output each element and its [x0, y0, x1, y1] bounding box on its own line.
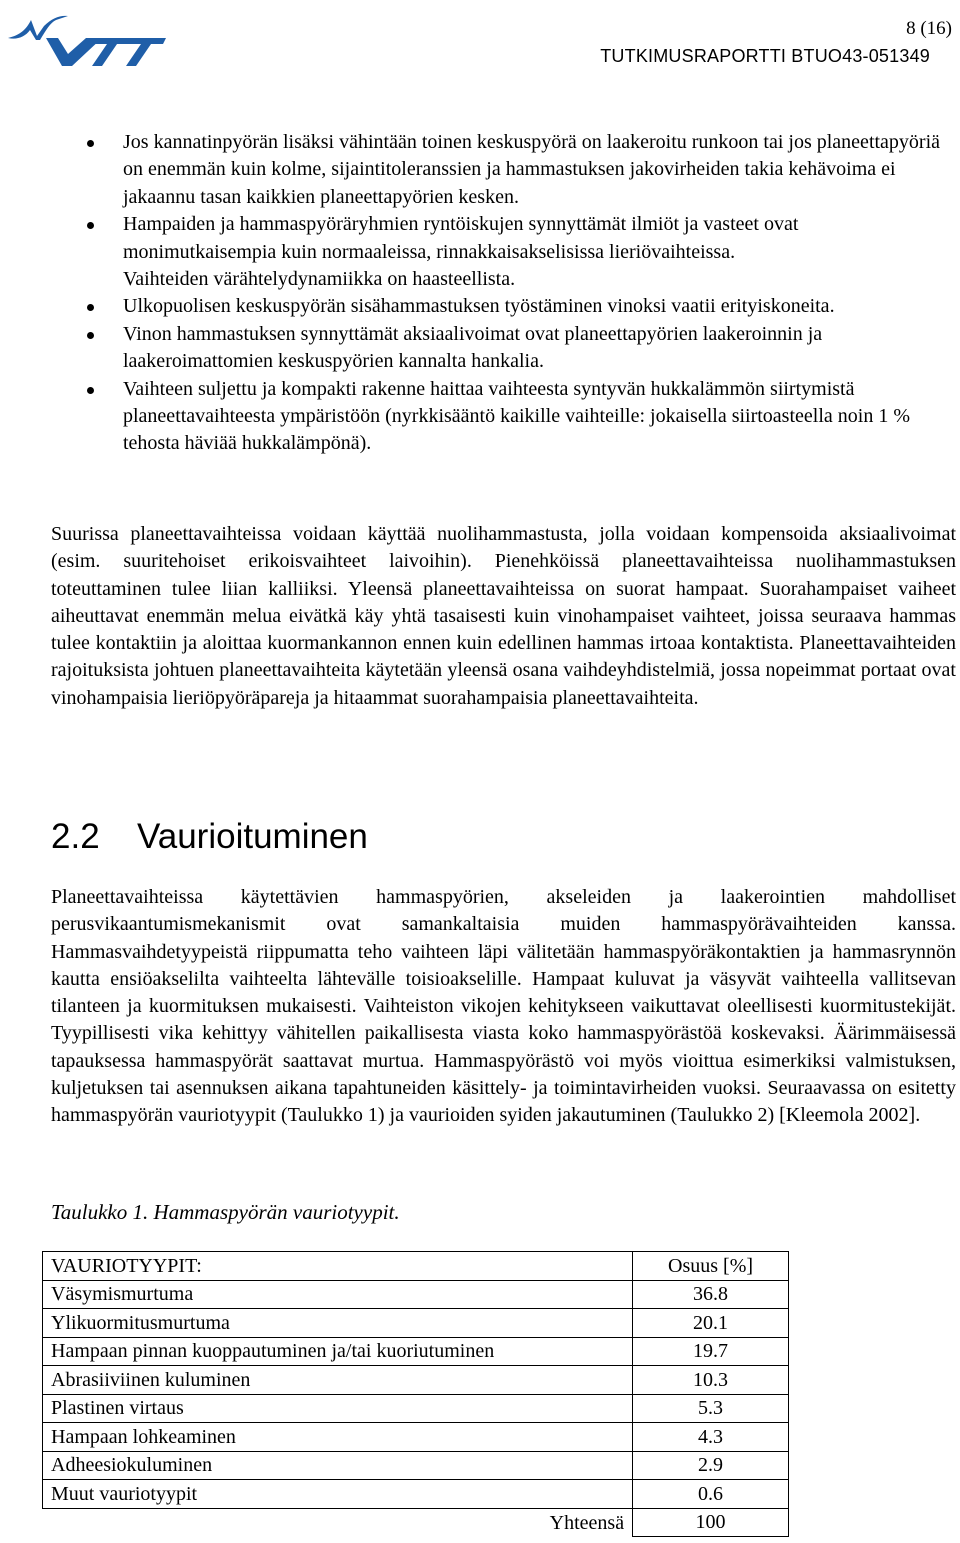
table-header-row: [43, 1252, 789, 1281]
table-cell: 20.1: [633, 1309, 789, 1338]
table-cell: Hampaan lohkeaminen: [43, 1423, 633, 1452]
table-row: [43, 1280, 789, 1309]
table-row: [43, 1423, 789, 1452]
table-row: [43, 1337, 789, 1366]
table-cell: Hampaan pinnan kuoppautuminen ja/tai kuoriutuminen: [43, 1337, 633, 1366]
header-cell: VAURIOTYYPIT:: [43, 1252, 633, 1281]
header-cell: Osuus [%]: [633, 1252, 789, 1281]
table-cell: Adheesiokuluminen: [43, 1451, 633, 1480]
table-cell: 2.9: [633, 1451, 789, 1480]
section-title: Vaurioituminen: [137, 817, 368, 856]
list-item-continuation: Vaihteiden värähtelydynamiikka on haasteellista.: [123, 268, 516, 291]
table-cell: 5.3: [633, 1394, 789, 1423]
table-cell: Väsymismurtuma: [43, 1280, 633, 1309]
report-id: TUTKIMUSRAPORTTI BTUO43-051349: [600, 46, 930, 66]
table-cell: Abrasiiviinen kuluminen: [43, 1366, 633, 1395]
section-heading: [51, 817, 368, 857]
body-paragraph: Planeettavaihteissa käytettävien hammaspyörien, akseleiden ja laakerointien mahdolliset perusvikaantumismekanismit ovat samankaltaisia muiden hammaspyörävaihteiden kanssa. Hammasvaihdetyypeistä riippumatta teho vaihteen läpi välitetään hammaspyöräkontaktien ja hammasrynnön kautta ensiöakselilta vaihteelta lähtevälle toisioakselille. Hampaat kuluvat ja väsyvät vaihteella vallitsevan tilanteen ja kuormituksen mukaisesti. Vaihteiston vikojen kehitykseen vaikuttavat oleellisesti kuormitustekijät. Tyypillisesti vika kehittyy vähitellen paikallisesta viasta koko hammaspyörästöä koskevaksi. Äärimmäisessä tapauksessa hammaspyörät saattavat murtua. Hammaspyörästö voi myös vioittua esimerkiksi valmistuksen, kuljetuksen tai asennuksen aikana tapahtuneiden käsittely- ja toimintavirheiden vuoksi. Seuraavassa on esitetty hammaspyörän vauriotyypit (Taulukko 1) ja vaurioiden syiden jakautuminen (Taulukko 2) [Kleemola 2002].: [51, 886, 956, 1127]
section-number: 2.2: [51, 817, 100, 856]
table-row: [43, 1451, 789, 1480]
table-row: [43, 1394, 789, 1423]
table-cell: 10.3: [633, 1366, 789, 1395]
table-row: [43, 1480, 789, 1509]
table-row: [43, 1309, 789, 1338]
total-value: 100: [633, 1508, 789, 1537]
table-cell: 4.3: [633, 1423, 789, 1452]
total-label: Yhteensä: [43, 1508, 633, 1537]
table-cell: 36.8: [633, 1280, 789, 1309]
table-cell: 0.6: [633, 1480, 789, 1509]
table-cell: Muut vauriotyypit: [43, 1480, 633, 1509]
vtt-logo: [6, 8, 166, 66]
body-paragraph: Suurissa planeettavaihteissa voidaan käyttää nuolihammastusta, jolla voidaan kompensoida aksiaalivoimat (esim. suuritehoiset erikoisvaihteet laivoihin). Pienehköissä planeettavaihteissa nuolihammastuksen toteuttaminen tulee liian kalliiksi. Yleensä planeettavaihteissa on suorat hampaat. Suorahampaiset vaiheet aiheuttavat enemmän melua eivätkä käy yhtä tasaisesti kuin vinohampaiset vaihteet, joissa seuraava hammas tulee kontaktiin ja aloittaa kuormankannon ennen kuin edellinen hammas irtoaa kontaktista. Planeettavaihteiden rajoituksista johtuen planeettavaihteita käytetään yleensä osana vaihdeyhdistelmiä, jossa nopeimmat portaat ovat vinohampaisia lieriöpyöräpareja ja hitaammat suorahampaisia planeettavaihteita.: [51, 523, 956, 709]
page-number: 8 (16): [906, 18, 952, 39]
table-cell: Ylikuormitusmurtuma: [43, 1309, 633, 1338]
table-total-row: [43, 1508, 789, 1537]
table-row: [43, 1366, 789, 1395]
table-cell: Plastinen virtaus: [43, 1394, 633, 1423]
bullet-list: [0, 129, 960, 458]
table-cell: 19.7: [633, 1337, 789, 1366]
damage-types-table: [42, 1251, 789, 1537]
list-item: Hampaiden ja hammaspyöräryhmien ryntöiskujen synnyttämät ilmiöt ja vasteet ovat monimutkaisempia kuin normaaleissa, rinnakkaisakselisissa lieriövaihteissa.: [0, 211, 960, 266]
list-item: Vaihteen suljettu ja kompakti rakenne haittaa vaihteesta syntyvän hukkalämmön siirtymistä planeettavaihteesta ympäristöön (nyrkkisääntö kaikille vaihteille: jokaisella siirtoasteella noin 1 % tehosta häviää hukkalämpönä).: [0, 376, 960, 458]
table-caption: Taulukko 1. Hammaspyörän vauriotyypit.: [51, 1200, 400, 1224]
list-item: Vinon hammastuksen synnyttämät aksiaalivoimat ovat planeettapyörien laakeroinnin ja laakeroimattomien keskuspyörien kannalta hankalia.: [0, 321, 960, 376]
list-item: Ulkopuolisen keskuspyörän sisähammastuksen työstäminen vinoksi vaatii erityiskoneita.: [0, 293, 960, 320]
list-item: Jos kannatinpyörän lisäksi vähintään toinen keskuspyörä on laakeroitu runkoon tai jos planeettapyöriä on enemmän kuin kolme, sijaintitoleranssien ja hammastuksen jakovirheiden takia kehävoima ei jakaannu tasan kaikkien planeettapyörien kesken.: [0, 129, 960, 211]
